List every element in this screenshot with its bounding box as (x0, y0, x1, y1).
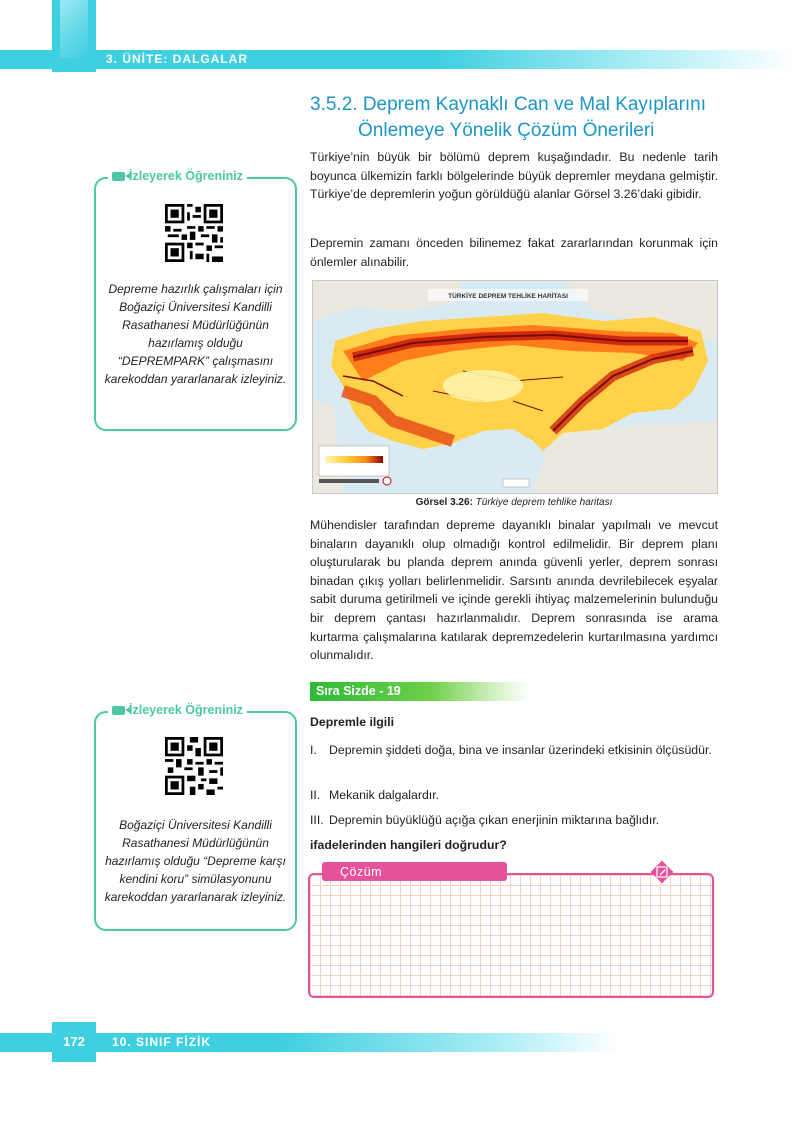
item-text: Depremin büyüklüğü açığa çıkan enerjinin miktarına bağlıdır. (329, 813, 660, 827)
turkey-hazard-map (313, 281, 717, 493)
section-title (310, 92, 730, 144)
video-camera-icon (112, 172, 125, 181)
solution-label: Çözüm (340, 865, 383, 879)
paragraph-intro: Türkiye’nin büyük bir bölümü deprem kuşağındadır. Bu nedenle tarih boyunca ülkemizin farklı bölgelerinde büyük depremler meydana gelmiştir. Türkiye’de depremlerin yoğun görüldüğü alanlar Görsel 3.26’daki gibidir. (310, 150, 718, 202)
caption-text: Türkiye deprem tehlike haritası (475, 497, 613, 508)
header-tab-highlight (60, 0, 88, 58)
figure-caption (312, 497, 716, 508)
watch-learn-heading-text: İzleyerek Öğreniniz (129, 703, 243, 717)
watch-learn-box-1 (94, 169, 297, 431)
exercise-item-3 (310, 811, 720, 829)
qr-code-icon[interactable] (165, 737, 223, 795)
solution-grid-area[interactable] (308, 873, 714, 998)
edit-pencil-icon (650, 860, 674, 884)
paragraph-precautions: Mühendisler tarafından depreme dayanıklı binalar yapılmalı ve mevcut binaların dayanıklı olup olmadığı kontrol edilmelidir. Bir deprem planı oluşturularak bu planda deprem anında güvenli yerler, deprem sonrası binadan çıkış yolları belirlenmelidir. Sarsıntı anında devrilebilecek eşyalar sabit duruma getirilmeli ve içinde gerekli ihtiyaç malzemelerinin bulunduğu bir deprem çantası hazırlanmalıdır. Deprem sonrasında ise arama kurtarma çalışmalarına katılarak depremzedelerin kurtarılmasına yardımcı olunmalıdır. (310, 518, 718, 663)
item-number: III. (310, 813, 324, 827)
watch-learn-heading (108, 703, 247, 717)
section-title-line1: 3.5.2. Deprem Kaynaklı Can ve Mal Kayıplarını (310, 94, 707, 115)
exercise-label: Sıra Sizde - 19 (316, 684, 401, 698)
page-number: 172 (63, 1034, 85, 1049)
section-title-line2: Önlemeye Yönelik Çözüm Önerileri (358, 120, 655, 141)
item-number: II. (310, 788, 321, 802)
watch-learn-description: Depreme hazırlık çalışmaları için Boğaziçi Üniversitesi Kandilli Rasathanesi Müdürlüğünün hazırlamış olduğu “DEPREMPARK” çalışmasını karekoddan yararlanarak izleyiniz. (104, 282, 287, 386)
qr-code-icon[interactable] (165, 204, 223, 262)
caption-label: Görsel 3.26: (415, 497, 473, 508)
item-text: Mekanik dalgalardır. (329, 788, 440, 802)
paragraph-prevention: Depremin zamanı önceden bilinemez fakat zararlarından korunmak için önlemler alınabilir. (310, 236, 718, 269)
exercise-item-2 (310, 786, 720, 804)
item-text: Depremin şiddeti doğa, bina ve insanlar üzerindeki etkisinin ölçüsüdür. (329, 743, 712, 757)
map-title: TÜRKİYE DEPREM TEHLİKE HARİTASI (448, 293, 568, 300)
watch-learn-box-2 (94, 703, 297, 931)
exercise-item-1 (310, 741, 720, 759)
watch-learn-heading (108, 169, 247, 183)
book-label: 10. SINIF FİZİK (112, 1035, 212, 1049)
unit-label: 3. ÜNİTE: DALGALAR (106, 52, 248, 66)
watch-learn-description: Boğaziçi Üniversitesi Kandilli Rasathanesi Müdürlüğünün hazırlamış olduğu “Depreme karşı kendini koru” simülasyonunu karekoddan yararlanarak izleyiniz. (104, 818, 287, 904)
watch-learn-heading-text: İzleyerek Öğreniniz (129, 169, 243, 183)
exercise-intro: Depremle ilgili (310, 715, 395, 729)
item-number: I. (310, 743, 317, 757)
exercise-question: ifadelerinden hangileri doğrudur? (310, 838, 507, 852)
hazard-map-figure (312, 280, 718, 494)
video-camera-icon (112, 706, 125, 715)
